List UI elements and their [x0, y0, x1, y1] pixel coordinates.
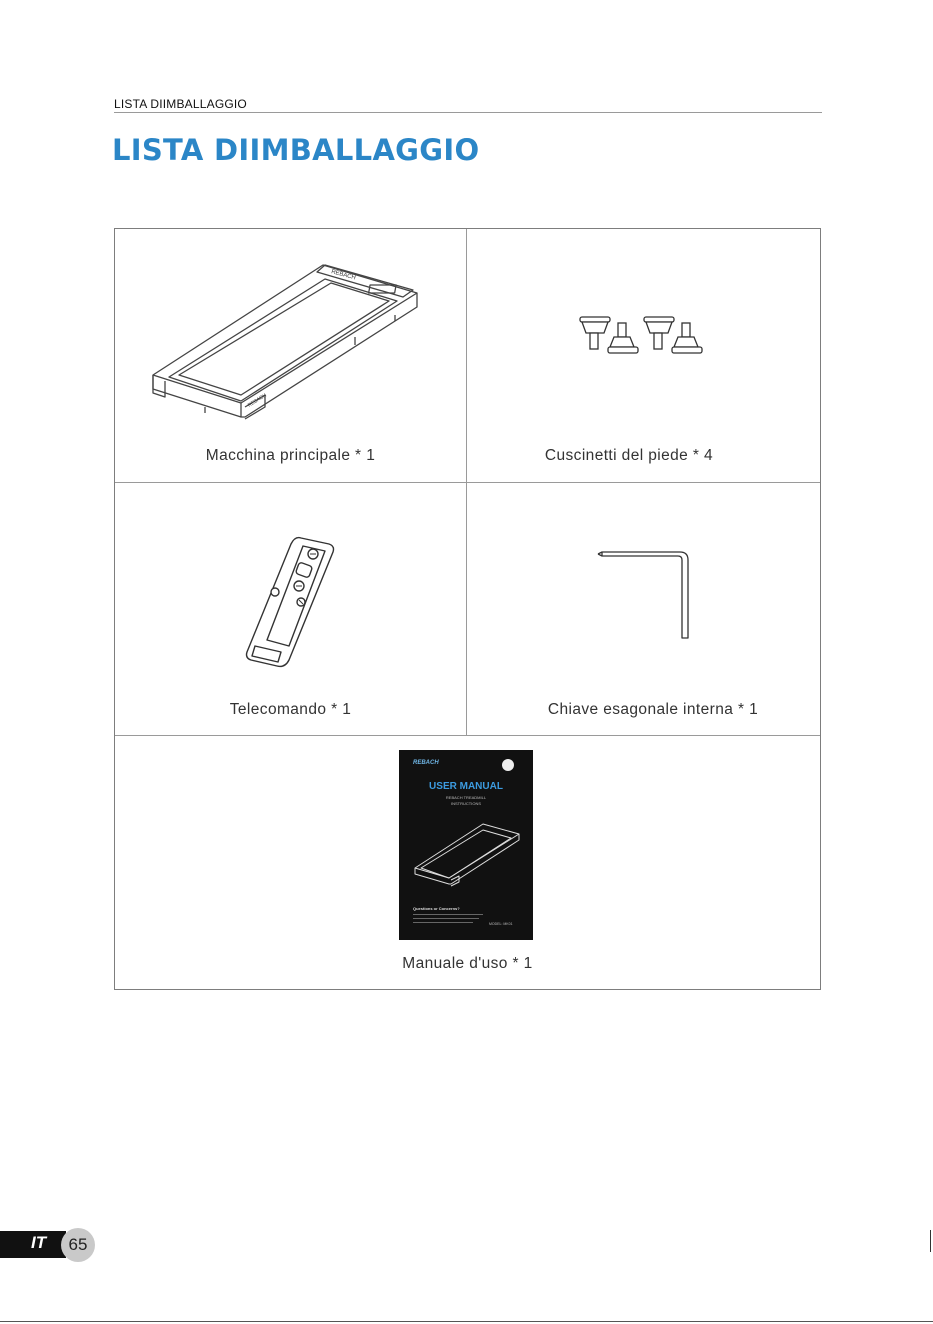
header-rule — [114, 112, 822, 113]
package-item-remote — [115, 482, 466, 735]
package-item-hex-key — [466, 482, 820, 735]
treadmill-icon — [145, 257, 435, 427]
manual-model: MODEL: MK01 — [489, 922, 513, 926]
manual-text-line — [413, 922, 473, 923]
page-title: LISTA DIIMBALLAGGIO — [112, 133, 480, 167]
svg-text:REBACH: REBACH — [246, 392, 268, 409]
package-item-foot-pads — [466, 229, 820, 482]
manual-brand: REBACH — [413, 760, 439, 766]
edge-mark — [930, 1230, 931, 1252]
manual-questions: Questions or Concerns? — [413, 906, 460, 911]
hex-key-icon — [596, 546, 696, 646]
running-head: LISTA DIIMBALLAGGIO — [114, 97, 247, 111]
manual-treadmill-icon — [411, 820, 523, 890]
manual-subtitle-2: INSTRUCTIONS — [451, 801, 481, 806]
item-label: Cuscinetti del piede * 4 — [544, 447, 714, 464]
manual-badge-icon — [502, 759, 514, 771]
package-item-user-manual — [115, 735, 820, 989]
user-manual-icon — [399, 750, 533, 940]
svg-text:REBACH: REBACH — [330, 269, 357, 282]
page-number: 65 — [61, 1228, 95, 1262]
item-label: Macchina principale * 1 — [205, 447, 376, 464]
item-label: Telecomando * 1 — [229, 701, 352, 718]
foot-pads-icon — [578, 315, 710, 361]
manual-title: USER MANUAL — [429, 781, 503, 792]
package-item-treadmill — [115, 229, 466, 482]
item-label: Manuale d'uso * 1 — [402, 955, 533, 972]
item-label: Chiave esagonale interna * 1 — [547, 701, 759, 718]
manual-text-line — [413, 918, 479, 919]
bottom-rule — [0, 1321, 933, 1322]
manual-text-line — [413, 914, 483, 915]
footer-language: IT — [31, 1233, 47, 1252]
remote-control-icon — [241, 534, 341, 674]
package-list-grid — [114, 228, 821, 990]
manual-subtitle-1: REBACH TREADMILL — [445, 795, 487, 800]
